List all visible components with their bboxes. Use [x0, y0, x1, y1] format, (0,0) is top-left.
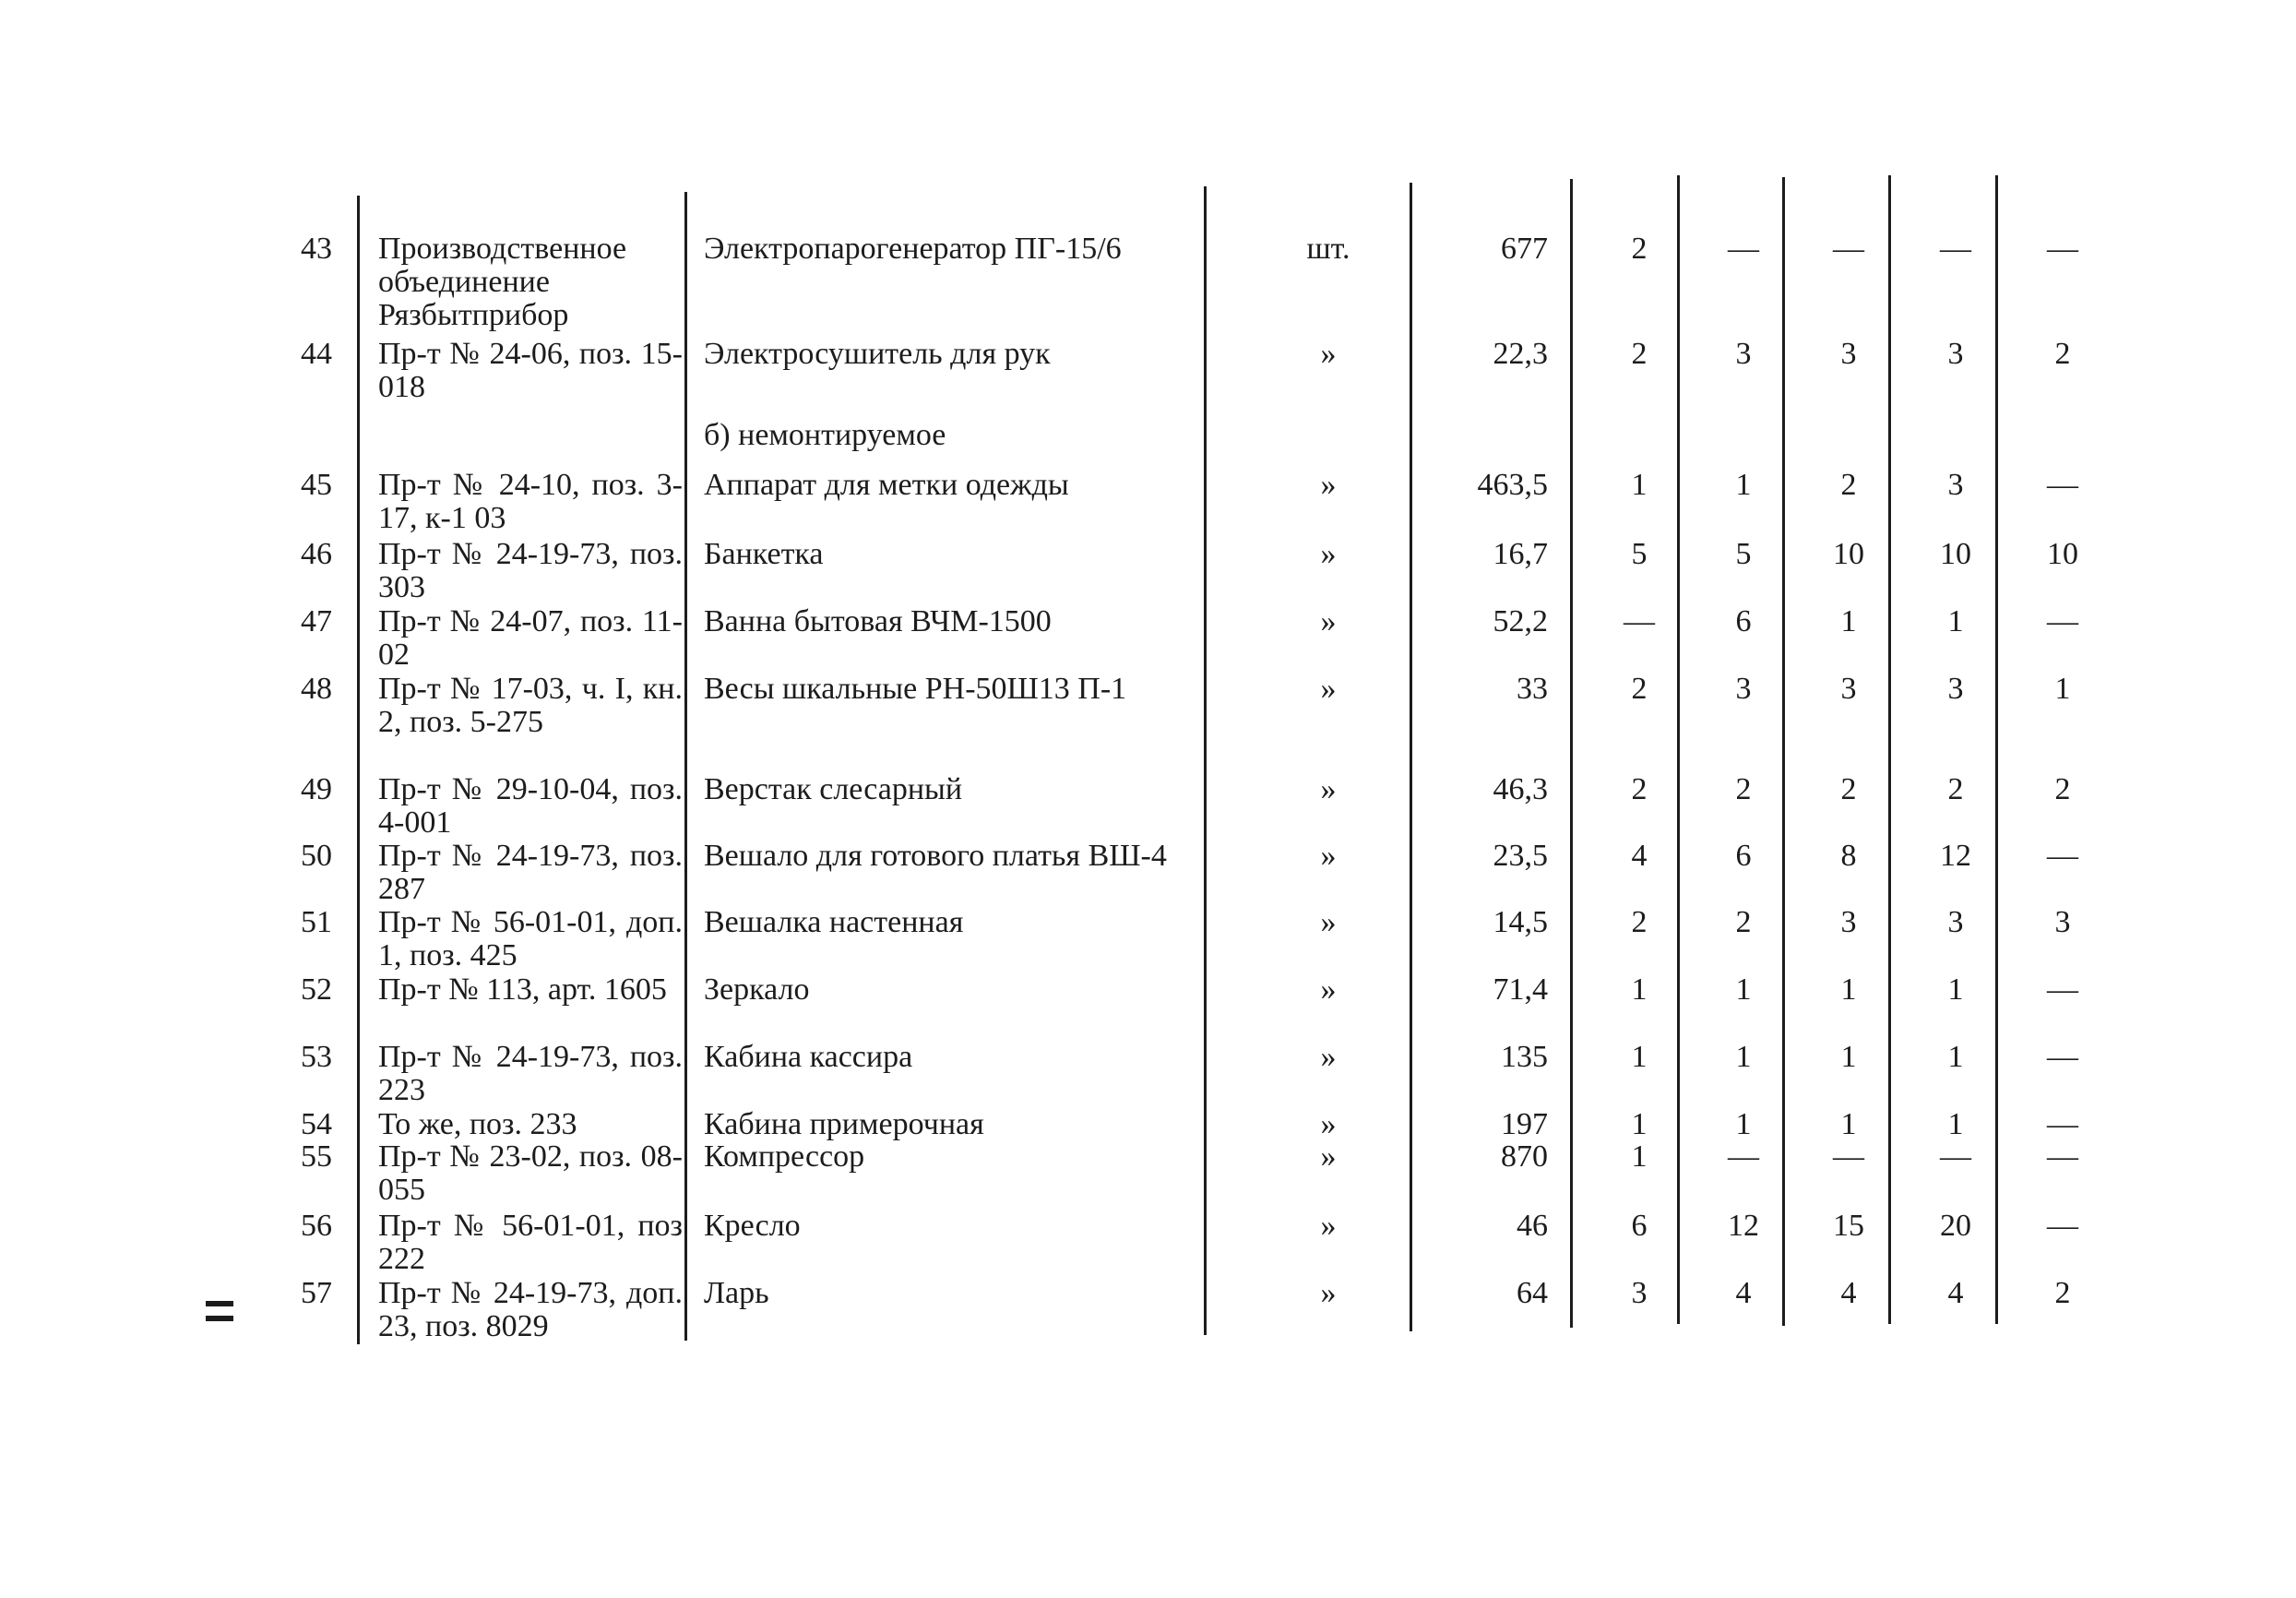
cell-quantity-2: 1: [1735, 972, 1752, 1007]
cell-quantity-2: 2: [1735, 905, 1752, 939]
cell-name: Кабина кассира: [704, 1040, 913, 1074]
column-rule: [357, 196, 360, 1344]
page-number-mark: [206, 1301, 233, 1330]
cell-num: 44: [301, 337, 332, 371]
cell-quantity-1: —: [1624, 604, 1655, 638]
cell-quantity-3: 1: [1840, 1107, 1857, 1141]
cell-unit: »: [1320, 972, 1337, 1007]
cell-quantity-4: 3: [1947, 905, 1964, 939]
cell-quantity-3: 15: [1833, 1209, 1864, 1243]
cell-source: Пр-т № 56-01-01, доп. 1, поз. 425: [378, 905, 683, 972]
cell-quantity-3: 1: [1840, 604, 1857, 638]
cell-quantity-5: —: [2047, 468, 2078, 502]
cell-source: Пр-т № 24-19-73, поз. 303: [378, 537, 683, 604]
column-rule: [684, 192, 687, 1341]
cell-quantity-2: 1: [1735, 1107, 1752, 1141]
cell-name: Кабина примерочная: [704, 1107, 984, 1141]
cell-unit: »: [1320, 905, 1337, 939]
cell-quantity-5: —: [2047, 232, 2078, 266]
cell-name: Вешалка настенная: [704, 905, 964, 939]
cell-quantity-4: 1: [1947, 1107, 1964, 1141]
cell-price: 197: [1501, 1107, 1548, 1141]
cell-num: 46: [301, 537, 332, 571]
cell-num: 47: [301, 604, 332, 638]
cell-quantity-2: 3: [1735, 337, 1752, 371]
cell-name: Электропарогенератор ПГ-15/6: [704, 232, 1122, 266]
cell-quantity-3: 3: [1840, 905, 1857, 939]
cell-quantity-1: 6: [1631, 1209, 1648, 1243]
cell-quantity-2: 6: [1735, 604, 1752, 638]
cell-num: 52: [301, 972, 332, 1007]
cell-unit: »: [1320, 672, 1337, 706]
cell-quantity-4: 3: [1947, 468, 1964, 502]
cell-quantity-4: —: [1940, 232, 1971, 266]
cell-quantity-5: —: [2047, 604, 2078, 638]
cell-quantity-4: 10: [1940, 537, 1971, 571]
cell-quantity-5: 3: [2054, 905, 2071, 939]
cell-quantity-5: 2: [2054, 772, 2071, 806]
cell-price: 135: [1501, 1040, 1548, 1074]
cell-quantity-1: 1: [1631, 1040, 1648, 1074]
cell-price: 33: [1517, 672, 1548, 706]
cell-quantity-2: 2: [1735, 772, 1752, 806]
cell-num: 55: [301, 1139, 332, 1174]
cell-name: Ларь: [704, 1276, 769, 1310]
cell-unit: »: [1320, 1209, 1337, 1243]
cell-quantity-4: 3: [1947, 672, 1964, 706]
cell-price: 463,5: [1477, 468, 1548, 502]
cell-quantity-2: 4: [1735, 1276, 1752, 1310]
cell-quantity-1: 2: [1631, 905, 1648, 939]
cell-num: 53: [301, 1040, 332, 1074]
cell-source: Пр-т № 113, арт. 1605: [378, 972, 667, 1007]
cell-quantity-3: 10: [1833, 537, 1864, 571]
cell-quantity-3: 1: [1840, 972, 1857, 1007]
column-rule: [1570, 179, 1573, 1328]
cell-num: 50: [301, 839, 332, 873]
cell-price: 64: [1517, 1276, 1548, 1310]
cell-quantity-3: 1: [1840, 1040, 1857, 1074]
cell-quantity-3: —: [1833, 232, 1864, 266]
cell-quantity-3: 2: [1840, 468, 1857, 502]
cell-num: 49: [301, 772, 332, 806]
cell-num: 51: [301, 905, 332, 939]
cell-price: 23,5: [1493, 839, 1548, 873]
cell-price: 46: [1517, 1209, 1548, 1243]
cell-source: Пр-т № 24-07, поз. 11-02: [378, 604, 683, 672]
cell-quantity-5: —: [2047, 972, 2078, 1007]
cell-quantity-5: —: [2047, 839, 2078, 873]
cell-num: 48: [301, 672, 332, 706]
cell-source: Пр-т № 56-01-01, поз 222: [378, 1209, 683, 1276]
cell-source: Пр-т № 24-06, поз. 15-018: [378, 337, 683, 404]
cell-unit: »: [1320, 604, 1337, 638]
cell-quantity-5: 2: [2054, 1276, 2071, 1310]
cell-quantity-3: 3: [1840, 337, 1857, 371]
cell-quantity-3: —: [1833, 1139, 1864, 1174]
cell-quantity-3: 8: [1840, 839, 1857, 873]
cell-quantity-4: 1: [1947, 604, 1964, 638]
cell-quantity-3: 2: [1840, 772, 1857, 806]
cell-unit: »: [1320, 1040, 1337, 1074]
cell-num: 57: [301, 1276, 332, 1310]
cell-name: Электросушитель для рук: [704, 337, 1051, 371]
cell-source: Производственное объединение Рязбытприбор: [378, 232, 627, 332]
cell-price: 16,7: [1493, 537, 1548, 571]
cell-quantity-1: 2: [1631, 337, 1648, 371]
cell-quantity-4: 4: [1947, 1276, 1964, 1310]
cell-name: Весы шкальные РН-50Ш13 П-1: [704, 672, 1127, 706]
cell-source: То же, поз. 233: [378, 1107, 577, 1141]
cell-quantity-1: 3: [1631, 1276, 1648, 1310]
cell-quantity-4: 1: [1947, 1040, 1964, 1074]
cell-price: 870: [1501, 1139, 1548, 1174]
cell-quantity-2: —: [1728, 1139, 1759, 1174]
cell-quantity-2: 3: [1735, 672, 1752, 706]
cell-quantity-5: —: [2047, 1040, 2078, 1074]
cell-quantity-2: 12: [1728, 1209, 1759, 1243]
cell-quantity-1: 1: [1631, 972, 1648, 1007]
cell-quantity-5: —: [2047, 1107, 2078, 1141]
section-label: б) немонтируемое: [704, 418, 946, 452]
cell-quantity-4: 2: [1947, 772, 1964, 806]
cell-unit: »: [1320, 337, 1337, 371]
cell-quantity-1: 5: [1631, 537, 1648, 571]
cell-price: 46,3: [1493, 772, 1548, 806]
cell-num: 56: [301, 1209, 332, 1243]
cell-quantity-1: 1: [1631, 468, 1648, 502]
cell-price: 22,3: [1493, 337, 1548, 371]
cell-unit: »: [1320, 468, 1337, 502]
cell-name: Аппарат для метки одежды: [704, 468, 1069, 502]
cell-unit: »: [1320, 1107, 1337, 1141]
cell-quantity-4: 3: [1947, 337, 1964, 371]
cell-price: 677: [1501, 232, 1548, 266]
cell-quantity-4: 20: [1940, 1209, 1971, 1243]
cell-quantity-2: 5: [1735, 537, 1752, 571]
cell-quantity-2: —: [1728, 232, 1759, 266]
cell-unit: »: [1320, 839, 1337, 873]
cell-quantity-4: 1: [1947, 972, 1964, 1007]
cell-num: 45: [301, 468, 332, 502]
cell-source: Пр-т № 17-03, ч. I, кн. 2, поз. 5-275: [378, 672, 683, 739]
cell-name: Вешало для готового платья ВШ-4: [704, 839, 1167, 873]
cell-price: 71,4: [1493, 972, 1548, 1007]
cell-name: Банкетка: [704, 537, 824, 571]
cell-quantity-1: 1: [1631, 1139, 1648, 1174]
cell-quantity-4: —: [1940, 1139, 1971, 1174]
cell-name: Ванна бытовая ВЧМ-1500: [704, 604, 1052, 638]
cell-quantity-3: 4: [1840, 1276, 1857, 1310]
cell-quantity-4: 12: [1940, 839, 1971, 873]
cell-quantity-2: 1: [1735, 468, 1752, 502]
cell-source: Пр-т № 29-10-04, поз. 4-001: [378, 772, 683, 840]
cell-quantity-1: 2: [1631, 232, 1648, 266]
cell-name: Компрессор: [704, 1139, 865, 1174]
cell-source: Пр-т № 24-19-73, поз. 223: [378, 1040, 683, 1107]
cell-unit: »: [1320, 537, 1337, 571]
cell-quantity-1: 4: [1631, 839, 1648, 873]
cell-quantity-5: —: [2047, 1139, 2078, 1174]
cell-num: 43: [301, 232, 332, 266]
cell-quantity-1: 2: [1631, 672, 1648, 706]
cell-unit: »: [1320, 1276, 1337, 1310]
cell-quantity-3: 3: [1840, 672, 1857, 706]
column-rule: [1204, 186, 1207, 1335]
cell-unit: »: [1320, 1139, 1337, 1174]
cell-name: Кресло: [704, 1209, 801, 1243]
cell-quantity-5: 2: [2054, 337, 2071, 371]
cell-source: Пр-т № 24-10, поз. 3-17, к-1 03: [378, 468, 683, 535]
cell-quantity-2: 6: [1735, 839, 1752, 873]
cell-name: Верстак слесарный: [704, 772, 963, 806]
cell-quantity-2: 1: [1735, 1040, 1752, 1074]
cell-quantity-5: —: [2047, 1209, 2078, 1243]
cell-price: 52,2: [1493, 604, 1548, 638]
cell-unit: шт.: [1306, 232, 1350, 266]
cell-num: 54: [301, 1107, 332, 1141]
cell-quantity-1: 1: [1631, 1107, 1648, 1141]
cell-price: 14,5: [1493, 905, 1548, 939]
cell-name: Зеркало: [704, 972, 810, 1007]
cell-quantity-5: 10: [2047, 537, 2078, 571]
cell-source: Пр-т № 24-19-73, поз. 287: [378, 839, 683, 906]
cell-unit: »: [1320, 772, 1337, 806]
cell-quantity-1: 2: [1631, 772, 1648, 806]
cell-source: Пр-т № 24-19-73, доп. 23, поз. 8029: [378, 1276, 683, 1343]
cell-source: Пр-т № 23-02, поз. 08-055: [378, 1139, 683, 1207]
cell-quantity-5: 1: [2054, 672, 2071, 706]
